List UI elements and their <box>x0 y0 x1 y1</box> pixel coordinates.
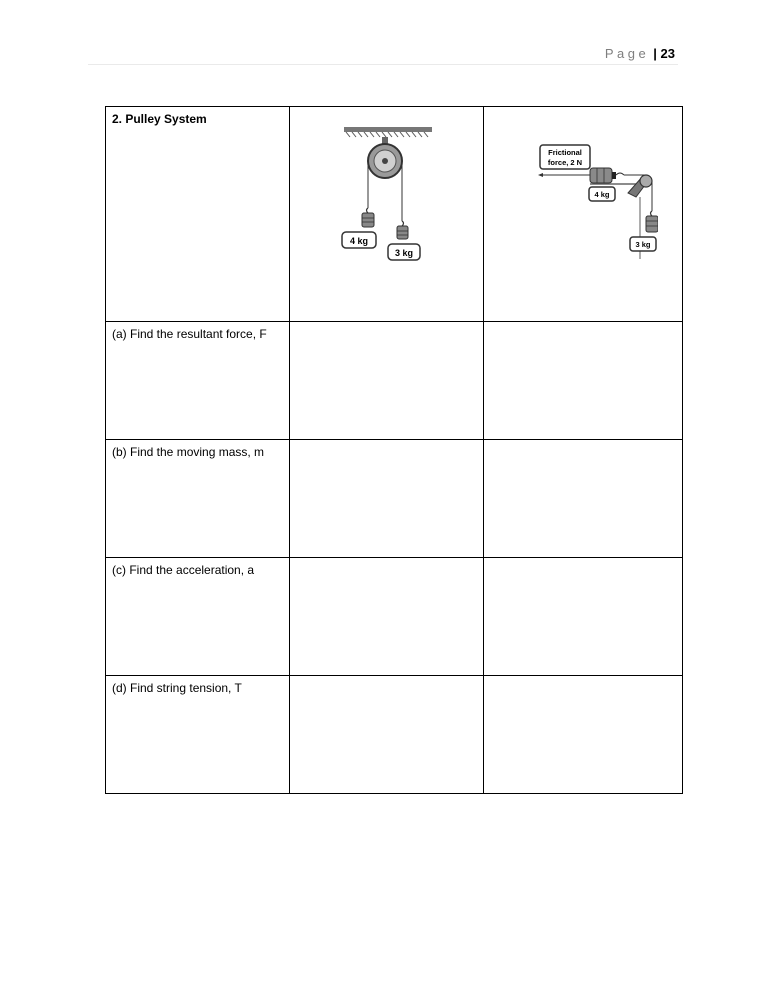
question-label-cell <box>106 322 290 440</box>
answer-cell-d-2[interactable] <box>484 676 683 794</box>
table-mass-block <box>590 168 612 183</box>
question-label-cell <box>106 676 290 794</box>
answer-cell-a-2[interactable] <box>484 322 683 440</box>
page-header <box>605 46 675 61</box>
table-pulley-diagram <box>508 141 658 271</box>
answer-cell-c-2[interactable] <box>484 558 683 676</box>
answer-cell-d-1[interactable] <box>290 676 484 794</box>
diagram-row <box>106 107 683 322</box>
block-hook <box>612 172 616 179</box>
question-d-label: (d) Find string tension, T <box>112 681 242 695</box>
hanging-mass-weight <box>646 216 658 232</box>
question-label-cell <box>106 440 290 558</box>
worksheet-table <box>105 106 683 794</box>
table-mass-label: 4 kg <box>594 190 610 199</box>
hanging-pulley-cell <box>290 107 484 322</box>
question-a-label: (a) Find the resultant force, F <box>112 327 267 341</box>
block-hook-loop <box>616 173 624 175</box>
pulley-axle <box>382 158 388 164</box>
hanging-hook <box>651 211 653 216</box>
edge-pulley-wheel <box>640 175 652 187</box>
left-hook <box>366 208 368 213</box>
right-mass-label: 3 kg <box>394 248 413 258</box>
page-number: 23 <box>660 46 675 61</box>
question-row <box>106 440 683 558</box>
page-separator: | <box>653 46 657 61</box>
hanging-mass-label: 3 kg <box>635 240 651 249</box>
friction-label-line1: Frictional <box>548 148 582 157</box>
answer-cell-a-1[interactable] <box>290 322 484 440</box>
ceiling <box>344 127 432 132</box>
question-row <box>106 676 683 794</box>
question-label-cell <box>106 558 290 676</box>
page-word: Page <box>604 46 650 61</box>
answer-cell-c-1[interactable] <box>290 558 484 676</box>
hanging-pulley-diagram <box>332 121 442 271</box>
section-title-cell <box>106 107 290 322</box>
section-title: 2. Pulley System <box>112 112 207 126</box>
answer-cell-b-2[interactable] <box>484 440 683 558</box>
friction-arrowhead <box>538 173 543 177</box>
question-row <box>106 558 683 676</box>
right-mass-weight <box>397 226 408 239</box>
question-c-label: (c) Find the acceleration, a <box>112 563 255 577</box>
left-mass-label: 4 kg <box>349 236 368 246</box>
ceiling-hatching <box>346 132 428 137</box>
table-pulley-cell <box>484 107 683 322</box>
left-mass-weight <box>362 213 374 227</box>
question-row <box>106 322 683 440</box>
question-b-label: (b) Find the moving mass, m <box>112 445 265 459</box>
answer-cell-b-1[interactable] <box>290 440 484 558</box>
right-hook <box>402 221 404 226</box>
header-rule <box>88 64 678 65</box>
friction-label-line2: force, 2 N <box>547 158 583 167</box>
